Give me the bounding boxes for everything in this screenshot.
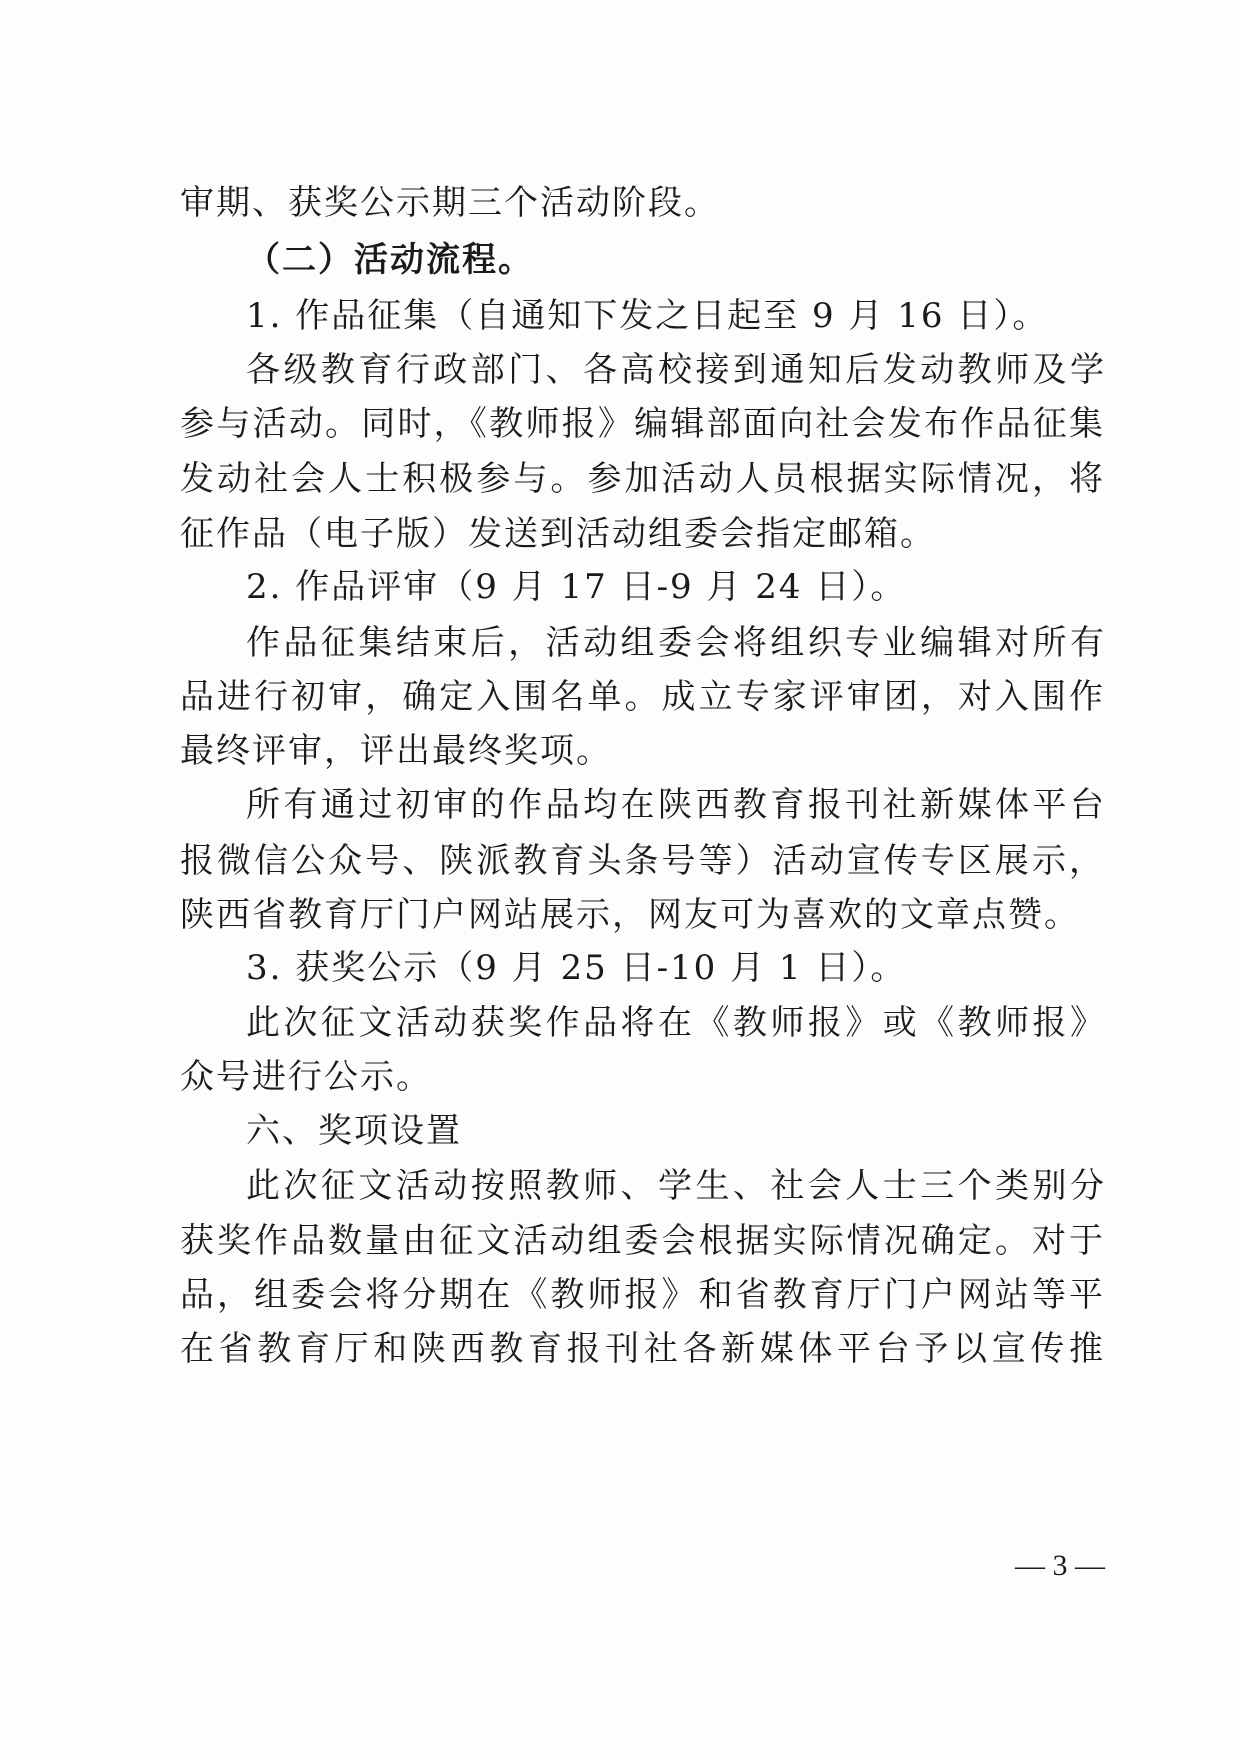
paragraph-line: 品进行初审，确定入围名单。成立专家评审团，对入围作 [180,677,1105,717]
paragraph-line: 众号进行公示。 [180,1057,432,1097]
paragraph-line: 报微信公众号、陕派教育头条号等）活动宣传专区展示， [180,841,1105,881]
paragraph-line: 征作品（电子版）发送到活动组委会指定邮箱。 [180,514,936,554]
paragraph-line-stage-end: 审期、获奖公示期三个活动阶段。 [180,183,720,223]
paragraph-line: 发动社会人士积极参与。参加活动人员根据实际情况，将 [180,459,1105,499]
paragraph-line: 在省教育厅和陕西教育报刊社各新媒体平台予以宣传推 [180,1329,1105,1369]
paragraph-line: 参与活动。同时，《教师报》编辑部面向社会发布作品征集 [180,404,1105,444]
section-heading-awards: 六、奖项设置 [246,1111,462,1151]
page-number: — 3 — [1015,1549,1105,1582]
paragraph-line: 最终评审，评出最终奖项。 [180,731,612,771]
section-heading-activity-process: （二）活动流程。 [246,240,534,280]
item-heading-review: 2. 作品评审（9 月 17 日-9 月 24 日）。 [246,567,907,607]
paragraph-line: 各级教育行政部门、各高校接到通知后发动教师及学 [246,350,1106,390]
paragraph-line: 获奖作品数量由征文活动组委会根据实际情况确定。对于 [180,1221,1105,1261]
paragraph-line: 品，组委会将分期在《教师报》和省教育厅门户网站等平 [180,1275,1105,1315]
paragraph-line: 陕西省教育厅门户网站展示，网友可为喜欢的文章点赞。 [180,895,1080,935]
paragraph-line: 作品征集结束后，活动组委会将组织专业编辑对所有 [246,623,1106,663]
paragraph-line: 所有通过初审的作品均在陕西教育报刊社新媒体平台 [246,785,1106,825]
paragraph-line: 此次征文活动按照教师、学生、社会人士三个类别分 [246,1166,1106,1206]
item-heading-announcement: 3. 获奖公示（9 月 25 日-10 月 1 日）。 [246,948,907,988]
paragraph-line: 此次征文活动获奖作品将在《教师报》或《教师报》 [246,1003,1106,1043]
item-heading-collection: 1. 作品征集（自通知下发之日起至 9 月 16 日）。 [246,296,1049,336]
